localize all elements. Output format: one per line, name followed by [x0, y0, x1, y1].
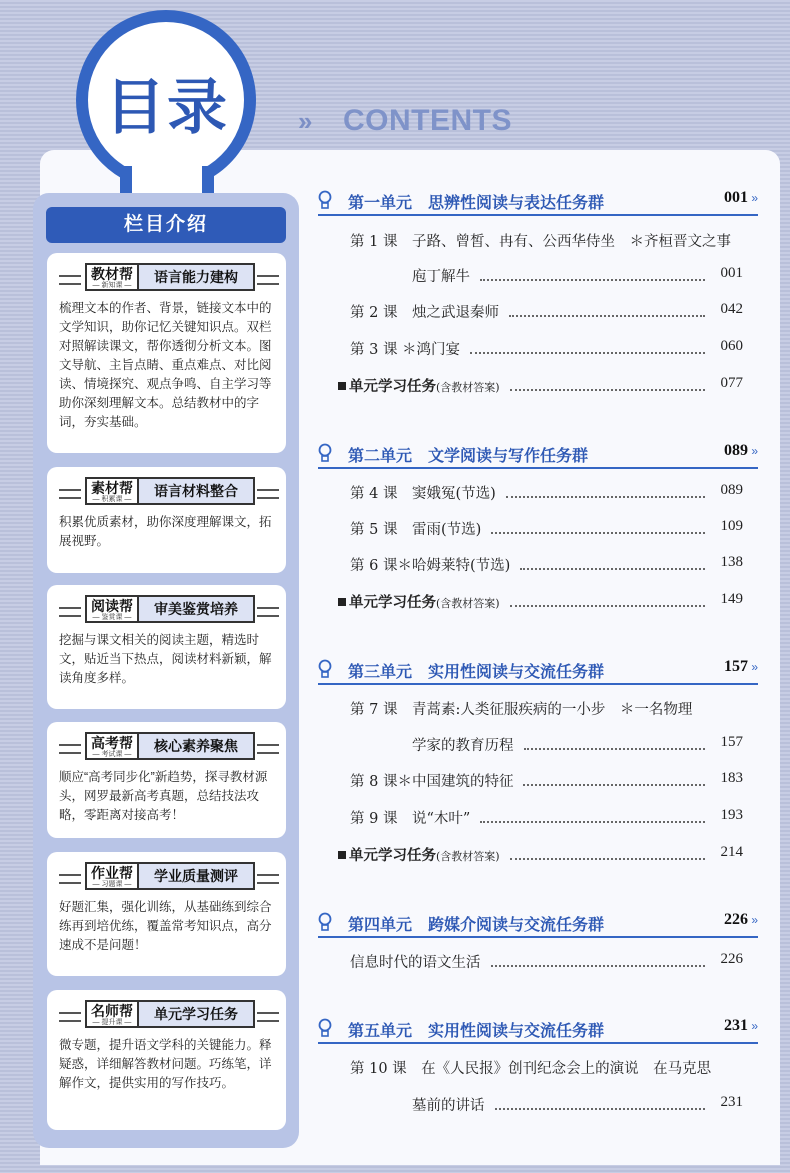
feature-description: 挖掘与课文相关的阅读主题，精选时文，贴近当下热点，阅读材料新颖，解读角度多样。	[59, 633, 272, 685]
entry-title: 庖丁解牛	[412, 269, 470, 285]
feature-label: 学业质量测评	[139, 862, 255, 890]
feature-card	[47, 585, 286, 709]
feature-description: 梳理文本的作者、背景，链接文本中的文学知识，助你记忆关键知识点。双栏对照解读课文，帮你透彻分析文本。图文导航、主旨点睛、重点难点、对比阅读、情境探究、观点争鸣、自主学习等助你深刻理解文本。总结教材中的字词，夯实基础。	[59, 301, 272, 429]
entry-title: 第 2 课 烛之武退秦师	[350, 305, 499, 321]
feature-card	[47, 253, 286, 453]
toc-entry[interactable]	[412, 265, 743, 285]
entry-page-number: 001	[720, 265, 743, 281]
tag-lines-left	[59, 874, 81, 884]
feature-label: 语言材料整合	[139, 477, 255, 505]
task-note: (含教材答案)	[436, 850, 500, 863]
feature-badge	[85, 862, 139, 890]
feature-badge	[85, 263, 139, 291]
entry-page-number: 193	[720, 807, 743, 823]
feature-card	[47, 722, 286, 838]
feature-badge	[85, 595, 139, 623]
entry-title: 墓前的讲话	[412, 1098, 485, 1114]
entry-page-number: 109	[720, 518, 743, 534]
tag-lines-left	[59, 489, 81, 499]
unit-page-number: 226	[724, 911, 748, 928]
tag-lines-right	[257, 489, 279, 499]
entry-title: 第 5 课 雷雨(节选)	[350, 522, 482, 538]
double-chevron-icon: »	[298, 106, 313, 136]
feature-description: 好题汇集，强化训练，从基础练到综合练再到培优练，覆盖常考知识点，高分速成不是问题！	[59, 900, 272, 952]
chevron-right-icon: »	[751, 191, 758, 205]
dot-leader	[480, 263, 705, 281]
tag-lines-left	[59, 607, 81, 617]
dot-leader	[510, 373, 705, 391]
entry-title: 第 7 课 青蒿素:人类征服疾病的一小步 ＊一名物理	[350, 702, 693, 718]
entry-page-number: 231	[720, 1094, 743, 1110]
feature-badge	[85, 477, 139, 505]
feature-card	[47, 990, 286, 1130]
entry-page-number: 149	[720, 591, 743, 607]
task-note: (含教材答案)	[436, 381, 500, 394]
page-title: 目录	[105, 73, 229, 143]
feature-label: 语言能力建构	[139, 263, 255, 291]
dot-leader	[524, 732, 706, 750]
task-label: 单元学习任务	[349, 379, 436, 395]
dot-leader	[523, 768, 705, 786]
toc-entry[interactable]	[350, 554, 743, 574]
unit-title: 第四单元 跨媒介阅读与交流任务群	[348, 917, 605, 934]
unit-task-entry[interactable]	[338, 375, 743, 395]
entry-title: 第 3 课 ＊鸿门宴	[350, 342, 461, 358]
toc-entry[interactable]	[350, 1057, 743, 1077]
tag-lines-right	[257, 744, 279, 754]
feature-sub: — 鉴赏课 —	[92, 614, 132, 621]
feature-name: 高考帮	[91, 735, 133, 751]
sidebar-title: 栏目介绍	[46, 207, 286, 243]
bulb-icon	[318, 190, 332, 208]
feature-badge	[85, 1000, 139, 1028]
feature-sub: — 考试课 —	[92, 751, 132, 758]
entry-title: 信息时代的语文生活	[350, 955, 481, 971]
unit-header[interactable]	[318, 188, 758, 216]
toc-entry[interactable]	[350, 230, 743, 250]
tag-lines-right	[257, 607, 279, 617]
feature-label: 单元学习任务	[139, 1000, 255, 1028]
dot-leader	[495, 1092, 706, 1110]
task-label: 单元学习任务	[349, 848, 436, 864]
feature-tag	[59, 1000, 275, 1028]
chevron-right-icon: »	[751, 913, 758, 927]
toc-entry[interactable]	[350, 951, 743, 971]
unit-title: 第三单元 实用性阅读与交流任务群	[348, 664, 605, 681]
entry-page-number: 138	[720, 554, 743, 570]
feature-card	[47, 467, 286, 573]
toc-entry[interactable]	[350, 807, 743, 827]
feature-sub: — 新知课 —	[92, 282, 132, 289]
entry-title: 第 8 课＊中国建筑的特征	[350, 774, 514, 790]
dot-leader	[510, 589, 705, 607]
dot-leader	[470, 336, 705, 354]
unit-header[interactable]	[318, 441, 758, 469]
feature-name: 阅读帮	[91, 598, 133, 614]
task-label: 单元学习任务	[349, 595, 436, 611]
feature-sub: — 提升课 —	[92, 1019, 132, 1026]
unit-title: 第一单元 思辨性阅读与表达任务群	[348, 195, 605, 212]
unit-page-number: 001	[724, 189, 748, 206]
bulb-icon	[318, 659, 332, 677]
dot-leader	[506, 480, 705, 498]
feature-name: 素材帮	[91, 480, 133, 496]
task-text	[338, 844, 500, 865]
toc-entry[interactable]	[350, 482, 743, 502]
bulb-icon	[318, 443, 332, 461]
feature-tag	[59, 862, 275, 890]
square-bullet-icon	[338, 851, 346, 859]
entry-title: 第 6 课＊哈姆莱特(节选)	[350, 558, 511, 574]
feature-tag	[59, 263, 275, 291]
unit-page-number: 231	[724, 1017, 748, 1034]
feature-name: 作业帮	[91, 865, 133, 881]
entry-page-number: 226	[720, 951, 743, 967]
chevron-right-icon: »	[751, 660, 758, 674]
toc-entry[interactable]	[412, 1094, 743, 1114]
feature-name: 教材帮	[91, 266, 133, 282]
bulb-icon	[318, 1018, 332, 1036]
bulb-icon	[318, 912, 332, 930]
chevron-right-icon: »	[751, 1019, 758, 1033]
entry-page-number: 077	[720, 375, 743, 391]
unit-title: 第二单元 文学阅读与写作任务群	[348, 448, 589, 465]
entry-page-number: 042	[720, 301, 743, 317]
toc-entry[interactable]	[412, 734, 743, 754]
tag-lines-left	[59, 1012, 81, 1022]
tag-lines-right	[257, 1012, 279, 1022]
feature-sub: — 习题课 —	[92, 881, 132, 888]
feature-label: 核心素养聚焦	[139, 732, 255, 760]
dot-leader	[510, 842, 705, 860]
task-text	[338, 591, 500, 612]
dot-leader	[491, 516, 705, 534]
entry-title: 第 9 课 说“木叶”	[350, 811, 471, 827]
dot-leader	[480, 805, 705, 823]
unit-page-number: 089	[724, 442, 748, 459]
feature-badge	[85, 732, 139, 760]
dot-leader	[509, 299, 705, 317]
feature-sub: — 积累课 —	[92, 496, 132, 503]
task-text	[338, 375, 500, 396]
feature-tag	[59, 477, 275, 505]
dot-leader	[520, 552, 705, 570]
feature-label: 审美鉴赏培养	[139, 595, 255, 623]
feature-name: 名师帮	[91, 1003, 133, 1019]
unit-title: 第五单元 实用性阅读与交流任务群	[348, 1023, 605, 1040]
feature-description: 微专题，提升语文学科的关键能力。释疑惑，详细解答教材问题。巧练笔，详解作文，提供实用的写作技巧。	[59, 1038, 272, 1090]
toc-entry[interactable]	[350, 338, 743, 358]
entry-page-number: 060	[720, 338, 743, 354]
toc-entry[interactable]	[350, 518, 743, 538]
tag-lines-left	[59, 744, 81, 754]
tag-lines-right	[257, 275, 279, 285]
entry-page-number: 183	[720, 770, 743, 786]
toc-entry[interactable]	[350, 301, 743, 321]
tag-lines-right	[257, 874, 279, 884]
contents-heading: CONTENTS	[343, 104, 512, 137]
unit-page-number: 157	[724, 658, 748, 675]
entry-title: 第 1 课 子路、曾皙、冉有、公西华侍坐 ＊齐桓晋文之事	[350, 234, 731, 250]
entry-page-number: 214	[720, 844, 743, 860]
feature-card	[47, 852, 286, 976]
dot-leader	[491, 949, 706, 967]
feature-tag	[59, 595, 275, 623]
feature-tag	[59, 732, 275, 760]
unit-task-entry[interactable]	[338, 844, 743, 864]
entry-title: 第 4 课 窦娥冤(节选)	[350, 486, 496, 502]
unit-task-entry[interactable]	[338, 591, 743, 611]
toc-entry[interactable]	[350, 770, 743, 790]
tag-lines-left	[59, 275, 81, 285]
feature-description: 顺应“高考同步化”新趋势，探寻教材源头，网罗最新高考真题，总结技法攻略，零距离对接高考！	[59, 770, 268, 822]
task-note: (含教材答案)	[436, 597, 500, 610]
chevron-right-icon: »	[751, 444, 758, 458]
unit-header[interactable]	[318, 1016, 758, 1044]
entry-title: 第 10 课 在《人民报》创刊纪念会上的演说 在马克思	[350, 1061, 712, 1077]
square-bullet-icon	[338, 382, 346, 390]
toc-entry[interactable]	[350, 698, 743, 718]
entry-title: 学家的教育历程	[412, 738, 514, 754]
entry-page-number: 089	[720, 482, 743, 498]
feature-description: 积累优质素材，助你深度理解课文，拓展视野。	[59, 515, 272, 548]
unit-header[interactable]	[318, 657, 758, 685]
entry-page-number: 157	[720, 734, 743, 750]
unit-header[interactable]	[318, 910, 758, 938]
square-bullet-icon	[338, 598, 346, 606]
